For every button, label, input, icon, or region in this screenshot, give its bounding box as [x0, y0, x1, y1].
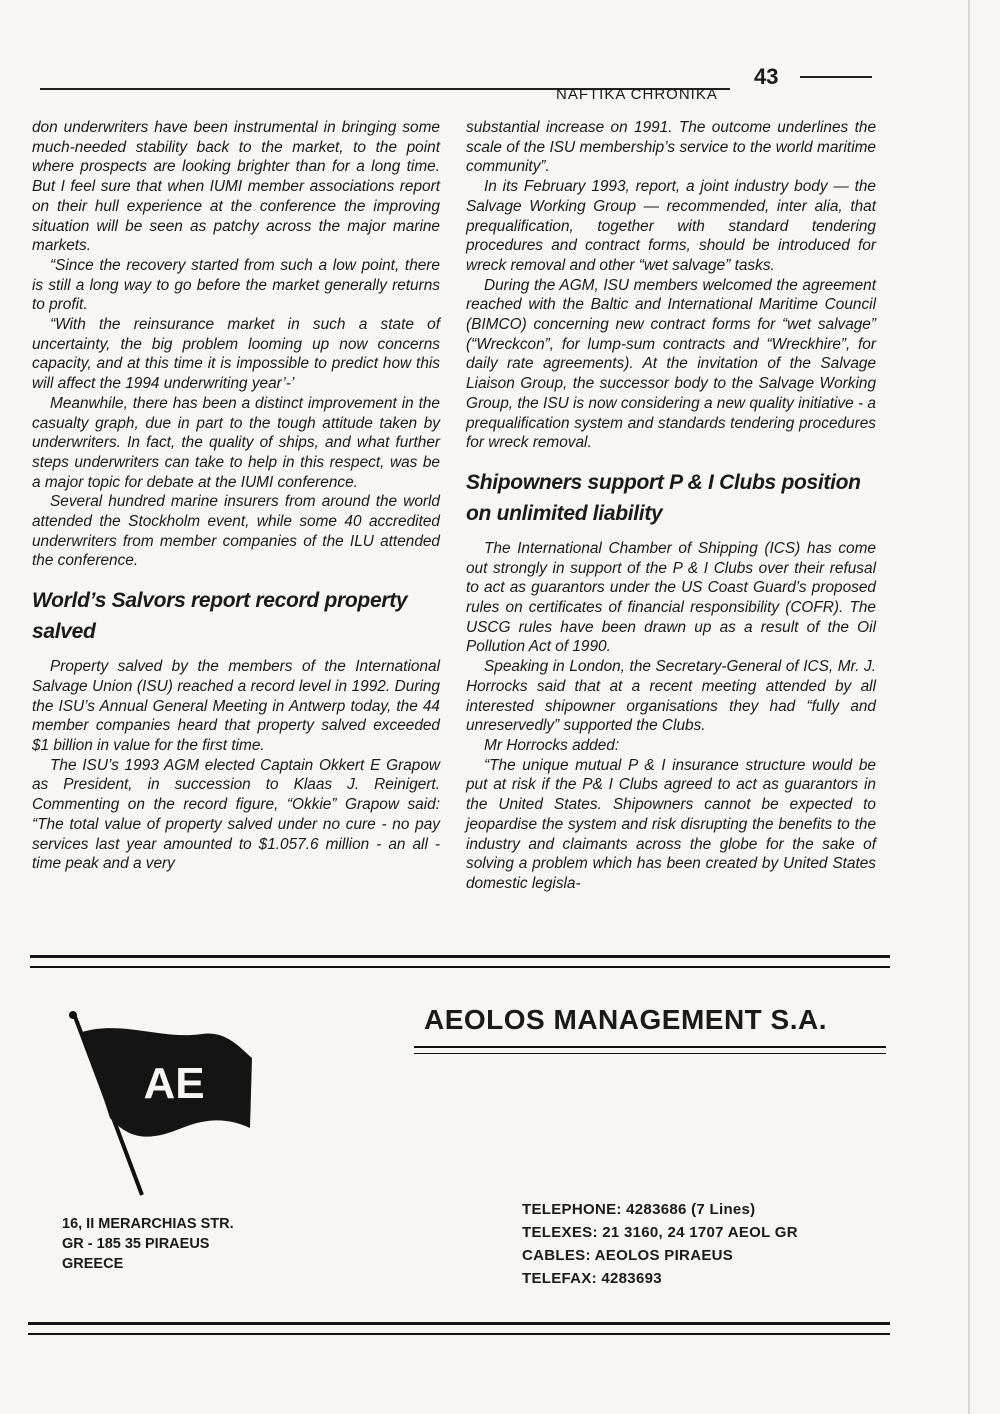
contact-block — [522, 1198, 798, 1290]
paragraph: Property salved by the members of the International Salvage Union (ISU) reached a record level in 1992. During the ISU’s Annual General Meeting in Antwerp today, the 44 member companies heard that property salved exceeded $1 billion in value for the first time. — [32, 658, 440, 754]
paragraph: Meanwhile, there has been a distinct improvement in the casualty graph, due in part to the tough attitude taken by underwriters. In fact, the quality of ships, and what further steps underwriters can take to help in this respect, was be a major topic for debate at the IUMI conference. — [32, 394, 440, 491]
company-name: AEOLOS MANAGEMENT S.A. — [424, 1004, 828, 1035]
paragraph: The International Chamber of Shipping (ICS) has come out strongly in support of the P & I Clubs over their refusal to act as guarantors under the US Coast Guard’s proposed rules on certificates of financial responsibility (COFR). The USCG rules have been drawn up as a result of the Oil Pollution Act of 1990. — [466, 539, 876, 656]
flag-logo — [62, 1010, 262, 1200]
paragraph: In its February 1993, report, a joint industry body — the Salvage Working Group — recommended, inter alia, that prequalification, together with standard tendering procedures and contract forms, should be introduced for wreck removal and other “wet salvage” tasks. — [466, 178, 876, 274]
company-underline — [414, 1046, 886, 1054]
paragraph: don underwriters have been instrumental in bringing some much-needed stability back to the market, to the point where prospects are looking brighter than for a long time. But I feel sure that when IUMI member associations report on their hull experience at the conference the improving situation will be seen as patchy across the major marine markets. — [32, 119, 440, 255]
paragraph: The ISU’s 1993 AGM elected Captain Okkert E Grapow as President, in succession to Klaas J. Reinigert. Commenting on the record figure, “Okkie” Grapow said: “The total value of property salved under no cure - no pay services last year amounted to $1.057.6 million - an all - time peak and a very — [32, 756, 440, 873]
cables: CABLES: AEOLOS PIRAEUS — [522, 1247, 734, 1264]
paragraph: “The unique mutual P & I insurance structure would be put at risk if the P& I Clubs agreed to act as guarantors in the United States. Shipowners cannot be expected to jeopardise the system and risk disrupting the benefits to the industry and claimants across the globe for the sake of solving a problem which has been created by United States domestic legisla- — [466, 756, 876, 892]
address-line: GR - 185 35 PIRAEUS — [62, 1236, 210, 1252]
paragraph: Speaking in London, the Secretary-General of ICS, Mr. J. Horrocks said that at a recent meeting attended by all interested shipowner organisations they had “fully and unreservedly” supported the Clubs. — [466, 658, 876, 735]
page-edge — [968, 0, 970, 1414]
paragraph: “With the reinsurance market in such a state of uncertainty, the big problem looming up now concerns capacity, and at this time it is impossible to predict how this will affect the 1994 underwriting year’-’ — [32, 316, 440, 393]
paragraph: substantial increase on 1991. The outcome underlines the scale of the ISU membership’s service to the world maritime community”. — [466, 119, 876, 176]
article-heading: World’s Salvors report record property salved — [32, 589, 408, 644]
telexes: TELEXES: 21 3160, 24 1707 AEOL GR — [522, 1224, 798, 1241]
flag-pole-finial — [69, 1011, 77, 1019]
address-block — [62, 1214, 234, 1274]
running-head: NAFTIKA CHRONIKA — [556, 86, 718, 103]
page-number: 43 — [754, 64, 779, 89]
article-heading: Shipowners support P & I Clubs position on unlimited liability — [466, 470, 861, 525]
paragraph: Several hundred marine insurers from around the world attended the Stockholm event, while some 40 accredited underwriters from member companies of the ILU attended the conference. — [32, 493, 440, 570]
paragraph: Mr Horrocks added: — [484, 736, 620, 754]
right-column — [466, 118, 876, 894]
address-line: 16, II MERARCHIAS STR. — [62, 1216, 234, 1232]
paragraph: “Since the recovery started from such a low point, there is still a long way to go before the market generally returns to profit. — [32, 256, 440, 314]
telefax: TELEFAX: 4283693 — [522, 1270, 662, 1287]
header-rule-right — [800, 76, 872, 78]
paragraph: During the AGM, ISU members welcomed the agreement reached with the Baltic and International Maritime Council (BIMCO) concerning new contract forms for “wet salvage” (“Wreckcon”, for lump-sum contracts and “Wreckhire”, for daily rate agreements). At the invitation of the Salvage Liaison Group, the successor body to the Salvage Working Group, the ISU is now considering a new quality initiative - a prequalification system and standards tendering procedures for wreck removal. — [466, 276, 876, 452]
ad-rule-top — [30, 955, 890, 968]
ad-rule-bottom — [28, 1322, 890, 1335]
flag-letters: AE — [143, 1059, 205, 1108]
address-line: GREECE — [62, 1256, 124, 1272]
left-column — [32, 118, 440, 874]
telephone: TELEPHONE: 4283686 (7 Lines) — [522, 1201, 756, 1218]
